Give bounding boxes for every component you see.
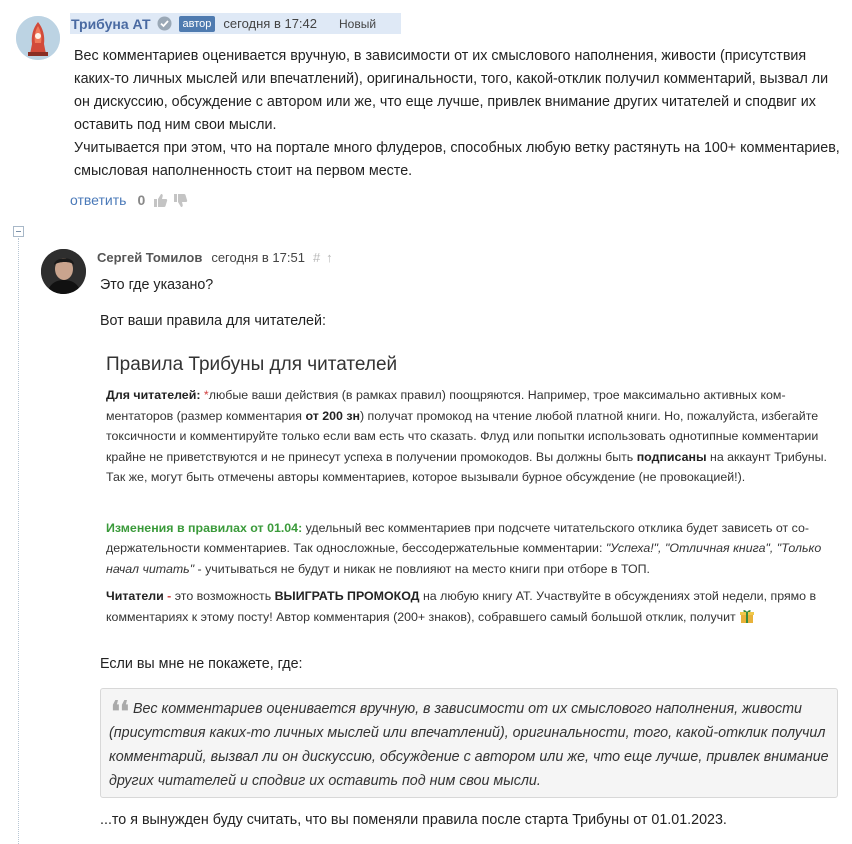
tribune-logo-icon [16,16,60,60]
collapse-thread-icon[interactable] [13,226,24,237]
rules-title: Правила Трибуны для читателей [106,354,398,375]
author-name[interactable]: Трибуна АТ [71,15,151,32]
rules-label: Читатели [106,589,164,603]
rules-text: любые ваши действия (в рамках правил) поощряются. Например, трое максимально активных комментаторов (размер комментария [106,388,786,423]
rules-text: - учитываться не будут и никак не повлияют на место книги при отборе в ТОП. [194,561,650,576]
rules-text: на аккаунт Трибуны. Так же, могут быть отмечены авторы комментариев, которое вызывали бурное обсуждение (не провокацией!). [106,449,827,484]
rules-text: ) получат промокод на чтение любой платной книги. Но, пожалуйста, избегайте токсичности и комментируйте только если вам есть что сказать. Флуд или попытки использовать однотипные комментарии крайне не приветствуются и не принесут успеха в получении промокодов. Вы должны быть [106,408,819,464]
rules-colon: : [196,388,201,402]
comment-actions [70,189,188,211]
rules-asterisk: * [200,388,209,402]
rules-text: удельный вес комментариев при подсчете читательского отклика будет зависеть от содержательности комментариев. Так односложные, бессодержательные комментарии: [106,520,810,555]
author-badge: автор [179,16,216,32]
comment-time[interactable]: сегодня в 17:51 [211,249,305,265]
thread-line [18,238,19,844]
verified-icon [157,16,172,31]
rules-change-label: Изменения в правилах от 01.04: [106,520,303,535]
comment-paragraph: Вес комментариев оценивается вручную, в зависимости от их смыслового наполнения, живости (присутствия каких-то личных мыслей или впечатлений), оригинальности, того, какой-отклик получил комментарий, вызвал ли он дискуссию, обсуждение с автором или же, что еще лучше, привлек внимание других читателей и сподвиг их оставить под ним свои мысли. [74,48,829,133]
author-name[interactable]: Сергей Томилов [97,249,203,265]
thumbs-down-icon[interactable] [173,193,188,208]
rules-paragraph [106,518,841,580]
rules-dash: - [163,589,175,603]
avatar[interactable] [16,16,60,60]
rules-label: Для читателей [106,388,197,402]
rules-paragraph [106,586,841,627]
rules-text: на любую книгу АТ. Участвуйте в обсуждениях этой недели, прямо в комментариях к этому посту! Автор комментария (200+ знаков), собравшего самый большой отклик, получит [106,589,817,624]
rules-bold: подписаны [636,449,707,464]
reply-button[interactable]: ответить [70,192,127,208]
gift-icon [739,608,755,624]
rules-bold: от 200 зн [305,408,360,423]
comment-time[interactable]: сегодня в 17:42 [223,16,318,31]
rules-bold: ВЫИГРАТЬ ПРОМОКОД [274,589,420,603]
rules-text: это возможность [174,589,275,603]
rules-italic: "Успеха!", "Отличная книга", "Только начал читать" [106,541,822,576]
avatar[interactable] [41,249,86,294]
comment-text: Вот ваши правила для читателей: [100,313,326,329]
like-count: 0 [137,192,146,208]
rules-screenshot [106,353,841,627]
comment-header [97,247,333,267]
comment-text: Это где указано? [100,277,214,293]
quote-icon: ❛❛ [111,695,130,728]
comment-paragraph: Учитывается при этом, что на портале много флудеров, способных любую ветку растянуть на 100+ комментариев, смысловая наполненность стоит на первом месте. [74,140,840,179]
rules-paragraph [106,385,841,488]
parent-arrow-icon[interactable]: ↑ [326,249,333,265]
permalink-icon[interactable]: # [312,249,321,265]
comment-header [70,13,401,34]
user-photo-icon [41,249,86,294]
comment-body [74,45,844,183]
comment-text: ...то я вынужден буду считать, что вы поменяли правила после старта Трибуны от 01.01.2023. [100,812,727,828]
comment-text: Если вы мне не покажете, где: [100,656,303,672]
new-label: Новый [339,16,377,31]
thumbs-up-icon[interactable] [153,193,168,208]
quote-text: Вес комментариев оценивается вручную, в зависимости от их смыслового наполнения, живости (присутствия каких-то личных мыслей или впечатлений), оригинальности, того, какой-отклик получил комментарий, вызвал ли он дискуссию, обсуждение с автором или же, что еще лучше, привлек внимание других читателей и сподвиг их оставить под ним свои мысли. [109,701,829,789]
blockquote [100,688,838,798]
